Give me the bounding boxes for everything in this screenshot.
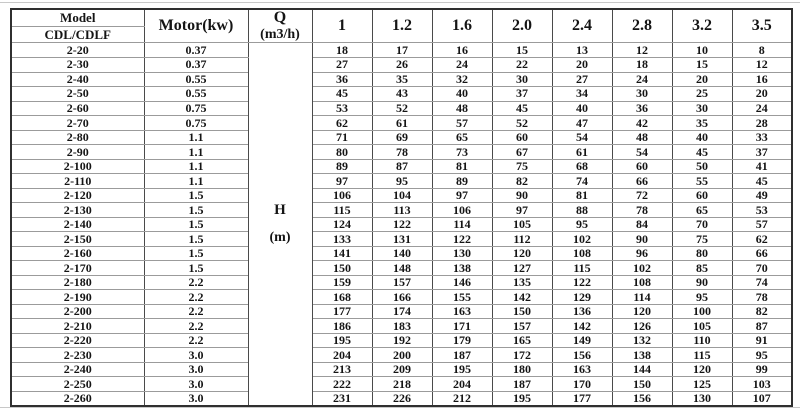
head-value-cell: 148: [372, 261, 432, 276]
head-value-cell: 30: [672, 101, 732, 116]
head-value-cell: 150: [612, 377, 672, 392]
head-value-cell: 10: [672, 43, 732, 58]
model-cell: 2-240: [11, 362, 144, 377]
head-value-cell: 114: [432, 217, 492, 232]
head-value-cell: 50: [672, 159, 732, 174]
model-cell: 2-230: [11, 348, 144, 363]
head-value-cell: 68: [552, 159, 612, 174]
head-value-cell: 36: [612, 101, 672, 116]
head-value-cell: 96: [612, 246, 672, 261]
head-value-cell: 195: [312, 333, 372, 348]
head-value-cell: 183: [372, 319, 432, 334]
head-value-cell: 130: [432, 246, 492, 261]
head-value-cell: 57: [432, 116, 492, 131]
flow-rate-header: 3.5: [732, 9, 792, 43]
flow-rate-header: 1.6: [432, 9, 492, 43]
head-value-cell: 195: [432, 362, 492, 377]
table-row: [11, 72, 792, 87]
head-value-cell: 133: [312, 232, 372, 247]
head-value-cell: 34: [552, 87, 612, 102]
head-value-cell: 13: [552, 43, 612, 58]
motor-kw-cell: 1.5: [144, 217, 248, 232]
head-value-cell: 35: [672, 116, 732, 131]
head-value-cell: 115: [672, 348, 732, 363]
head-value-cell: 150: [492, 304, 552, 319]
head-value-cell: 78: [372, 145, 432, 160]
head-value-cell: 122: [552, 275, 612, 290]
head-value-cell: 192: [372, 333, 432, 348]
table-row: [11, 290, 792, 305]
head-value-cell: 32: [432, 72, 492, 87]
head-value-cell: 66: [612, 174, 672, 189]
head-value-cell: 22: [492, 58, 552, 73]
flow-rate-header: 2.4: [552, 9, 612, 43]
head-value-cell: 61: [552, 145, 612, 160]
head-value-cell: 43: [372, 87, 432, 102]
head-value-cell: 131: [372, 232, 432, 247]
head-value-cell: 142: [552, 319, 612, 334]
motor-kw-cell: 1.1: [144, 159, 248, 174]
model-cell: 2-220: [11, 333, 144, 348]
head-value-cell: 18: [312, 43, 372, 58]
head-value-cell: 84: [612, 217, 672, 232]
head-value-cell: 24: [612, 72, 672, 87]
head-value-cell: 81: [552, 188, 612, 203]
head-value-cell: 89: [432, 174, 492, 189]
head-value-cell: 47: [552, 116, 612, 131]
head-value-cell: 120: [492, 246, 552, 261]
head-value-cell: 85: [672, 261, 732, 276]
table-row: [11, 116, 792, 131]
head-value-cell: 110: [672, 333, 732, 348]
head-value-cell: 28: [732, 116, 792, 131]
head-value-cell: 166: [372, 290, 432, 305]
model-cell: 2-20: [11, 43, 144, 58]
head-value-cell: 12: [612, 43, 672, 58]
table-row: [11, 275, 792, 290]
model-cell: 2-120: [11, 188, 144, 203]
head-value-cell: 163: [432, 304, 492, 319]
table-row: [11, 159, 792, 174]
head-value-cell: 186: [312, 319, 372, 334]
table-row: [11, 232, 792, 247]
head-value-cell: 97: [492, 203, 552, 218]
head-value-cell: 102: [552, 232, 612, 247]
head-value-cell: 231: [312, 391, 372, 406]
head-value-cell: 45: [672, 145, 732, 160]
head-value-cell: 37: [492, 87, 552, 102]
motor-kw-cell: 0.75: [144, 101, 248, 116]
head-value-cell: 20: [732, 87, 792, 102]
table-row: [11, 203, 792, 218]
head-value-cell: 91: [732, 333, 792, 348]
head-value-cell: 127: [492, 261, 552, 276]
motor-kw-header: Motor(kw): [144, 9, 248, 43]
flow-unit-header: [248, 9, 312, 43]
motor-kw-cell: 1.1: [144, 130, 248, 145]
model-cell: 2-200: [11, 304, 144, 319]
table-row: [11, 362, 792, 377]
flow-rate-header: 3.2: [672, 9, 732, 43]
head-value-cell: 114: [612, 290, 672, 305]
table-row: [11, 348, 792, 363]
h-label: H: [274, 201, 286, 218]
head-value-cell: 75: [492, 159, 552, 174]
model-cell: 2-250: [11, 377, 144, 392]
head-value-cell: 150: [312, 261, 372, 276]
head-value-cell: 165: [492, 333, 552, 348]
head-value-cell: 157: [372, 275, 432, 290]
model-cell: 2-50: [11, 87, 144, 102]
model-cell: 2-110: [11, 174, 144, 189]
flow-rate-header: 1.2: [372, 9, 432, 43]
head-value-cell: 146: [432, 275, 492, 290]
pump-head-table: [10, 8, 793, 407]
head-value-cell: 106: [432, 203, 492, 218]
head-value-cell: 170: [552, 377, 612, 392]
head-value-cell: 138: [612, 348, 672, 363]
head-value-cell: 73: [432, 145, 492, 160]
head-value-cell: 209: [372, 362, 432, 377]
motor-kw-cell: 1.1: [144, 174, 248, 189]
motor-kw-cell: 1.5: [144, 188, 248, 203]
head-value-cell: 40: [672, 130, 732, 145]
head-value-cell: 163: [552, 362, 612, 377]
head-value-cell: 113: [372, 203, 432, 218]
head-value-cell: 179: [432, 333, 492, 348]
model-cell: 2-190: [11, 290, 144, 305]
head-value-cell: 35: [372, 72, 432, 87]
head-value-cell: 132: [612, 333, 672, 348]
head-value-cell: 72: [612, 188, 672, 203]
head-value-cell: 122: [432, 232, 492, 247]
model-header: Model: [11, 9, 144, 27]
head-value-cell: 12: [732, 58, 792, 73]
head-value-cell: 95: [552, 217, 612, 232]
head-value-cell: 45: [312, 87, 372, 102]
table-row: [11, 217, 792, 232]
head-value-cell: 112: [492, 232, 552, 247]
head-value-cell: 20: [672, 72, 732, 87]
head-value-cell: 78: [612, 203, 672, 218]
head-value-cell: 70: [732, 261, 792, 276]
model-cell: 2-40: [11, 72, 144, 87]
head-value-cell: 74: [732, 275, 792, 290]
head-value-cell: 200: [372, 348, 432, 363]
head-value-cell: 82: [732, 304, 792, 319]
head-value-cell: 159: [312, 275, 372, 290]
head-value-cell: 52: [492, 116, 552, 131]
head-value-cell: 55: [672, 174, 732, 189]
head-value-cell: 187: [492, 377, 552, 392]
head-value-cell: 45: [492, 101, 552, 116]
head-value-cell: 25: [672, 87, 732, 102]
head-value-cell: 20: [552, 58, 612, 73]
head-value-cell: 129: [552, 290, 612, 305]
motor-kw-cell: 2.2: [144, 275, 248, 290]
head-value-cell: 42: [612, 116, 672, 131]
h-unit-label: (m): [269, 230, 291, 246]
flow-rate-header: 1: [312, 9, 372, 43]
head-value-cell: 226: [372, 391, 432, 406]
head-value-cell: 60: [492, 130, 552, 145]
head-value-cell: 149: [552, 333, 612, 348]
motor-kw-cell: 3.0: [144, 348, 248, 363]
head-value-cell: 106: [312, 188, 372, 203]
head-value-cell: 97: [432, 188, 492, 203]
table-row: [11, 333, 792, 348]
table-body: [11, 43, 792, 406]
motor-kw-cell: 0.75: [144, 116, 248, 131]
head-value-cell: 61: [372, 116, 432, 131]
model-cell: 2-100: [11, 159, 144, 174]
head-value-cell: 87: [372, 159, 432, 174]
head-value-cell: 24: [432, 58, 492, 73]
head-value-cell: 140: [372, 246, 432, 261]
model-cell: 2-160: [11, 246, 144, 261]
head-value-cell: 126: [612, 319, 672, 334]
head-value-cell: 27: [552, 72, 612, 87]
head-value-cell: 108: [552, 246, 612, 261]
head-value-cell: 125: [672, 377, 732, 392]
head-value-cell: 168: [312, 290, 372, 305]
motor-kw-cell: 2.2: [144, 333, 248, 348]
head-value-cell: 48: [432, 101, 492, 116]
head-value-cell: 24: [732, 101, 792, 116]
motor-kw-cell: 2.2: [144, 290, 248, 305]
head-value-cell: 65: [672, 203, 732, 218]
motor-kw-cell: 3.0: [144, 362, 248, 377]
head-value-cell: 54: [552, 130, 612, 145]
motor-kw-cell: 0.55: [144, 72, 248, 87]
motor-kw-cell: 1.1: [144, 145, 248, 160]
table-row: [11, 261, 792, 276]
head-value-cell: 122: [372, 217, 432, 232]
head-value-cell: 48: [612, 130, 672, 145]
head-value-cell: 99: [732, 362, 792, 377]
motor-kw-cell: 0.37: [144, 43, 248, 58]
model-series-header: CDL/CDLF: [11, 27, 144, 43]
bottom-rule: [0, 407, 800, 408]
top-rule: [0, 2, 800, 3]
head-value-cell: 105: [492, 217, 552, 232]
head-value-cell: 18: [612, 58, 672, 73]
model-cell: 2-60: [11, 101, 144, 116]
head-value-cell: 54: [612, 145, 672, 160]
head-value-cell: 213: [312, 362, 372, 377]
head-value-cell: 36: [312, 72, 372, 87]
table-row: [11, 43, 792, 58]
head-value-cell: 97: [312, 174, 372, 189]
head-value-cell: 115: [312, 203, 372, 218]
head-value-cell: 90: [612, 232, 672, 247]
head-value-cell: 62: [312, 116, 372, 131]
flow-rate-header: 2.8: [612, 9, 672, 43]
head-value-cell: 33: [732, 130, 792, 145]
table-row: [11, 130, 792, 145]
table-row: [11, 188, 792, 203]
head-value-cell: 16: [432, 43, 492, 58]
head-value-cell: 74: [552, 174, 612, 189]
head-value-cell: 90: [672, 275, 732, 290]
motor-kw-cell: 0.37: [144, 58, 248, 73]
motor-kw-cell: 1.5: [144, 232, 248, 247]
head-value-cell: 62: [732, 232, 792, 247]
head-value-cell: 80: [312, 145, 372, 160]
head-value-cell: 27: [312, 58, 372, 73]
head-value-cell: 26: [372, 58, 432, 73]
head-value-cell: 70: [672, 217, 732, 232]
motor-kw-cell: 0.55: [144, 87, 248, 102]
header-row-1: [11, 9, 792, 27]
head-value-cell: 124: [312, 217, 372, 232]
model-cell: 2-70: [11, 116, 144, 131]
model-cell: 2-170: [11, 261, 144, 276]
model-cell: 2-210: [11, 319, 144, 334]
head-value-cell: 144: [612, 362, 672, 377]
head-value-cell: 95: [672, 290, 732, 305]
table-row: [11, 246, 792, 261]
head-value-cell: 40: [552, 101, 612, 116]
head-value-cell: 222: [312, 377, 372, 392]
head-value-cell: 155: [432, 290, 492, 305]
head-value-cell: 30: [612, 87, 672, 102]
model-cell: 2-150: [11, 232, 144, 247]
head-value-cell: 41: [732, 159, 792, 174]
head-value-cell: 95: [372, 174, 432, 189]
head-value-cell: 69: [372, 130, 432, 145]
motor-kw-cell: 1.5: [144, 261, 248, 276]
head-value-cell: 141: [312, 246, 372, 261]
head-value-cell: 105: [672, 319, 732, 334]
head-value-cell: 130: [672, 391, 732, 406]
head-value-cell: 135: [492, 275, 552, 290]
head-value-cell: 16: [732, 72, 792, 87]
head-value-cell: 37: [732, 145, 792, 160]
head-value-cell: 120: [672, 362, 732, 377]
head-value-cell: 49: [732, 188, 792, 203]
head-value-cell: 53: [312, 101, 372, 116]
head-value-cell: 60: [672, 188, 732, 203]
head-value-cell: 157: [492, 319, 552, 334]
head-value-cell: 180: [492, 362, 552, 377]
head-value-cell: 102: [612, 261, 672, 276]
head-value-cell: 82: [492, 174, 552, 189]
head-value-cell: 142: [492, 290, 552, 305]
table-row: [11, 377, 792, 392]
head-value-cell: 88: [552, 203, 612, 218]
model-cell: 2-130: [11, 203, 144, 218]
q-label: Q: [273, 9, 287, 26]
head-value-cell: 108: [612, 275, 672, 290]
head-value-cell: 45: [732, 174, 792, 189]
motor-kw-cell: 1.5: [144, 203, 248, 218]
head-value-cell: 136: [552, 304, 612, 319]
head-value-cell: 15: [672, 58, 732, 73]
table-row: [11, 174, 792, 189]
table-row: [11, 87, 792, 102]
head-value-cell: 80: [672, 246, 732, 261]
head-value-cell: 204: [432, 377, 492, 392]
head-value-cell: 60: [612, 159, 672, 174]
head-value-cell: 89: [312, 159, 372, 174]
head-value-cell: 174: [372, 304, 432, 319]
motor-kw-cell: 3.0: [144, 377, 248, 392]
head-value-cell: 53: [732, 203, 792, 218]
head-value-cell: 212: [432, 391, 492, 406]
flow-rate-header: 2.0: [492, 9, 552, 43]
head-value-cell: 177: [552, 391, 612, 406]
table-row: [11, 101, 792, 116]
head-value-cell: 15: [492, 43, 552, 58]
head-value-cell: 66: [732, 246, 792, 261]
head-value-cell: 100: [672, 304, 732, 319]
q-unit-label: (m3/h): [260, 26, 300, 42]
model-cell: 2-90: [11, 145, 144, 160]
head-value-cell: 57: [732, 217, 792, 232]
table-row: [11, 319, 792, 334]
model-cell: 2-30: [11, 58, 144, 73]
head-value-cell: 115: [552, 261, 612, 276]
head-value-cell: 204: [312, 348, 372, 363]
head-value-cell: 218: [372, 377, 432, 392]
head-value-cell: 120: [612, 304, 672, 319]
model-cell: 2-140: [11, 217, 144, 232]
head-value-cell: 195: [492, 391, 552, 406]
head-value-cell: 156: [612, 391, 672, 406]
model-cell: 2-80: [11, 130, 144, 145]
table-row: [11, 391, 792, 406]
head-value-cell: 75: [672, 232, 732, 247]
head-value-cell: 40: [432, 87, 492, 102]
head-value-cell: 71: [312, 130, 372, 145]
head-value-cell: 87: [732, 319, 792, 334]
head-value-cell: 103: [732, 377, 792, 392]
head-value-cell: 156: [552, 348, 612, 363]
head-value-cell: 95: [732, 348, 792, 363]
head-value-cell: 187: [432, 348, 492, 363]
table-row: [11, 58, 792, 73]
head-value-cell: 107: [732, 391, 792, 406]
motor-kw-cell: 2.2: [144, 319, 248, 334]
head-value-cell: 65: [432, 130, 492, 145]
table-row: [11, 304, 792, 319]
head-unit-cell: [248, 43, 312, 406]
head-value-cell: 52: [372, 101, 432, 116]
head-value-cell: 81: [432, 159, 492, 174]
head-value-cell: 177: [312, 304, 372, 319]
head-value-cell: 78: [732, 290, 792, 305]
head-value-cell: 104: [372, 188, 432, 203]
table-row: [11, 145, 792, 160]
head-value-cell: 17: [372, 43, 432, 58]
motor-kw-cell: 2.2: [144, 304, 248, 319]
head-value-cell: 172: [492, 348, 552, 363]
model-cell: 2-180: [11, 275, 144, 290]
head-value-cell: 138: [432, 261, 492, 276]
motor-kw-cell: 3.0: [144, 391, 248, 406]
head-value-cell: 8: [732, 43, 792, 58]
head-value-cell: 67: [492, 145, 552, 160]
head-value-cell: 30: [492, 72, 552, 87]
model-cell: 2-260: [11, 391, 144, 406]
head-value-cell: 171: [432, 319, 492, 334]
motor-kw-cell: 1.5: [144, 246, 248, 261]
head-value-cell: 90: [492, 188, 552, 203]
